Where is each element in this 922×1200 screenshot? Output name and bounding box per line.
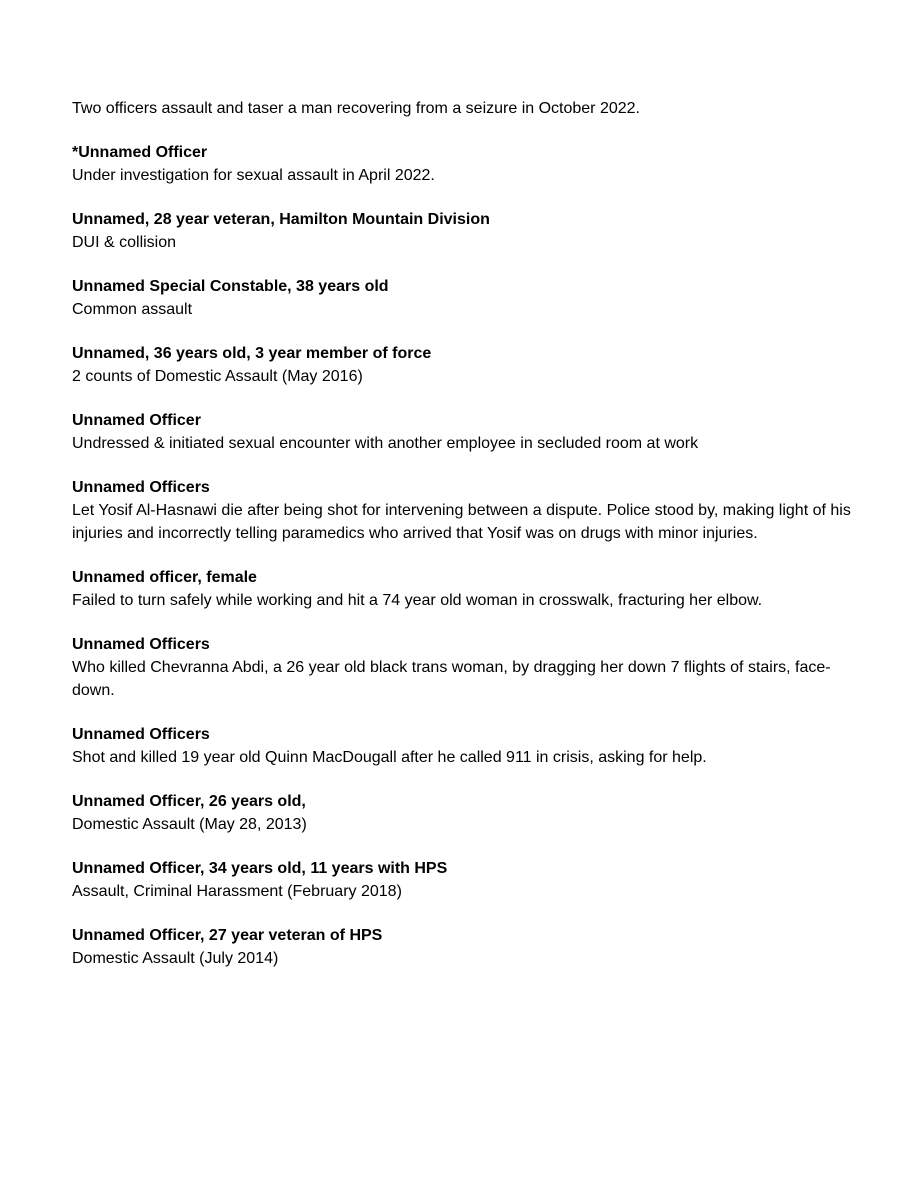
entry	[72, 476, 852, 545]
entry	[72, 275, 852, 321]
entry	[72, 723, 852, 769]
entry-description: 2 counts of Domestic Assault (May 2016)	[72, 368, 363, 385]
entry-description: Under investigation for sexual assault in April 2022.	[72, 167, 435, 184]
entry-title: Unnamed Officer, 34 years old, 11 years with HPS	[72, 860, 448, 877]
entry	[72, 409, 852, 455]
entry-title: Unnamed Officer	[72, 412, 201, 429]
entry-title: Unnamed Officer, 27 year veteran of HPS	[72, 927, 383, 944]
entry	[72, 342, 852, 388]
entry	[72, 633, 852, 702]
entry	[72, 857, 852, 903]
entry-description: Who killed Chevranna Abdi, a 26 year old black trans woman, by dragging her down 7 flights of stairs, face-down.	[72, 659, 831, 699]
entry-title: Unnamed, 36 years old, 3 year member of force	[72, 345, 432, 362]
entry-title: Unnamed Special Constable, 38 years old	[72, 278, 389, 295]
entry-title: *Unnamed Officer	[72, 144, 208, 161]
entry-description: Let Yosif Al-Hasnawi die after being shot for intervening between a dispute. Police stood by, making light of his injuries and incorrectly telling paramedics who arrived that Yosif was on drugs with minor injuries.	[72, 502, 851, 542]
entry-description: Shot and killed 19 year old Quinn MacDougall after he called 911 in crisis, asking for help.	[72, 749, 707, 766]
entry-description: Undressed & initiated sexual encounter with another employee in secluded room at work	[72, 435, 699, 452]
entry-title: Unnamed Officers	[72, 636, 210, 653]
entry-description: Assault, Criminal Harassment (February 2018)	[72, 883, 402, 900]
entry-description: Failed to turn safely while working and hit a 74 year old woman in crosswalk, fracturing her elbow.	[72, 592, 763, 609]
entry	[72, 208, 852, 254]
document-page	[72, 97, 852, 991]
intro-text: Two officers assault and taser a man recovering from a seizure in October 2022.	[72, 100, 640, 117]
entry-description: DUI & collision	[72, 234, 177, 251]
entry	[72, 924, 852, 970]
entry	[72, 790, 852, 836]
entry-description: Common assault	[72, 301, 193, 318]
entry-description: Domestic Assault (May 28, 2013)	[72, 816, 307, 833]
entry-title: Unnamed Officers	[72, 726, 210, 743]
entry	[72, 566, 852, 612]
entry-title: Unnamed, 28 year veteran, Hamilton Mountain Division	[72, 211, 490, 228]
entry-title: Unnamed Officer, 26 years old,	[72, 793, 306, 810]
entry-title: Unnamed Officers	[72, 479, 210, 496]
entry-description: Domestic Assault (July 2014)	[72, 950, 279, 967]
entry	[72, 141, 852, 187]
entry-title: Unnamed officer, female	[72, 569, 257, 586]
